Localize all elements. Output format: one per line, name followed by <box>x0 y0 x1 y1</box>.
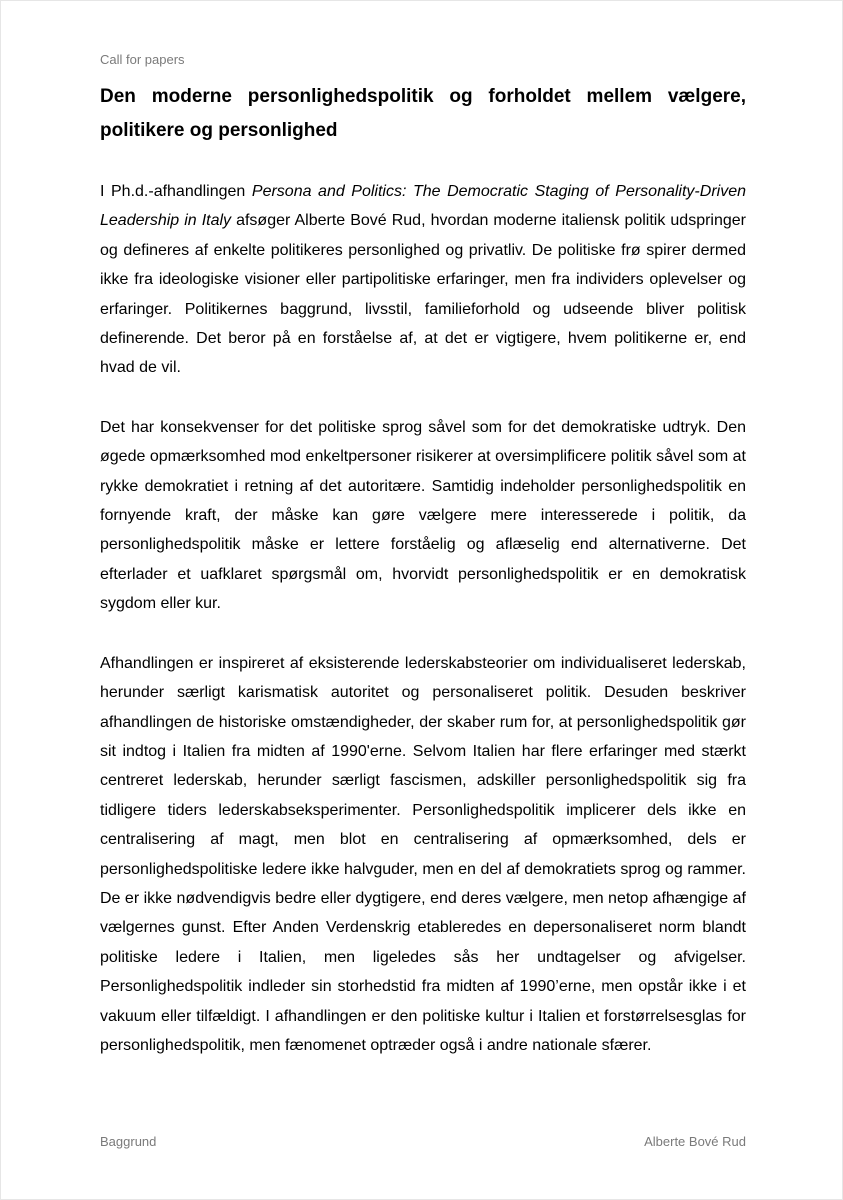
paragraph-1-rest: afsøger Alberte Bové Rud, hvordan moderne italiensk politik udspringer og defineres af enkelte politikeres personlighed og privatliv. De politiske frø spirer dermed ikke fra ideologiske visioner eller partipolitiske erfaringer, men fra individers oplevelser og erfaringer. Politikernes baggrund, livsstil, familieforhold og udseende bliver politisk definerende. Det beror på en forståelse af, at det er vigtigere, hvem politikerne er, end hvad de vil. <box>100 212 746 377</box>
paragraph-1-intro: I Ph.d.-afhandlingen <box>100 183 252 200</box>
footer-section-label: Baggrund <box>100 1134 157 1149</box>
dissertation-title: Persona and Politics: The Democratic Staging of Personality-Driven Leadership in Italy <box>100 183 746 230</box>
paragraph-2: Det har konsekvenser for det politiske sprog såvel som for det demokratiske udtryk. Den øgede opmærksomhed mod enkeltpersoner risikerer at oversimplificere politik såvel som at rykke demokratiet i retning af det autoritære. Samtidig indeholder personlighedspolitik en fornyende kraft, der måske kan gøre vælgere mere interesserede i politik, da personlighedspolitik måske er lettere forståelig og aflæselig end alternativerne. Det efterlader et uafklaret spørgsmål om, hvorvidt personlighedspolitik er en demokratisk sygdom eller kur. <box>100 418 746 613</box>
footer-author: Alberte Bové Rud <box>644 1134 746 1149</box>
page-title: Den moderne personlighedspolitik og forholdet mellem vælgere, politikere og personlighed <box>100 86 746 141</box>
running-header: Call for papers <box>100 52 185 67</box>
paragraph-1 <box>100 177 746 383</box>
document-body <box>100 177 746 1090</box>
paragraph-3: Afhandlingen er inspireret af eksisterende lederskabsteorier om individualiseret lederskab, herunder særligt karismatisk autoritet og personaliseret politik. Desuden beskriver afhandlingen de historiske omstændigheder, der skaber rum for, at personlighedspolitik gør sit indtog i Italien fra midten af 1990'erne. Selvom Italien har flere erfaringer med stærkt centreret lederskab, herunder særligt fascismen, adskiller personlighedspolitik sig fra tidligere tiders lederskabseksperimenter. Personlighedspolitik implicerer dels ikke en centralisering af magt, men blot en centralisering af opmærksomhed, dels er personlighedspolitiske ledere ikke halvguder, men en del af demokratiets sprog og rammer. De er ikke nødvendigvis bedre eller dygtigere, end deres vælgere, men netop afhængige af vælgernes gunst. Efter Anden Verdenskrig etableredes en depersonaliseret norm blandt politiske ledere i Italien, men ligeledes sås her undtagelser og afvigelser. Personlighedspolitik indleder sin storhedstid fra midten af 1990’erne, men opstår ikke i et vakuum eller tilfældigt. I afhandlingen er den politiske kultur i Italien et forstørrelsesglas for personlighedspolitik, men fænomenet optræder også i andre nationale sfærer. <box>100 654 746 1054</box>
